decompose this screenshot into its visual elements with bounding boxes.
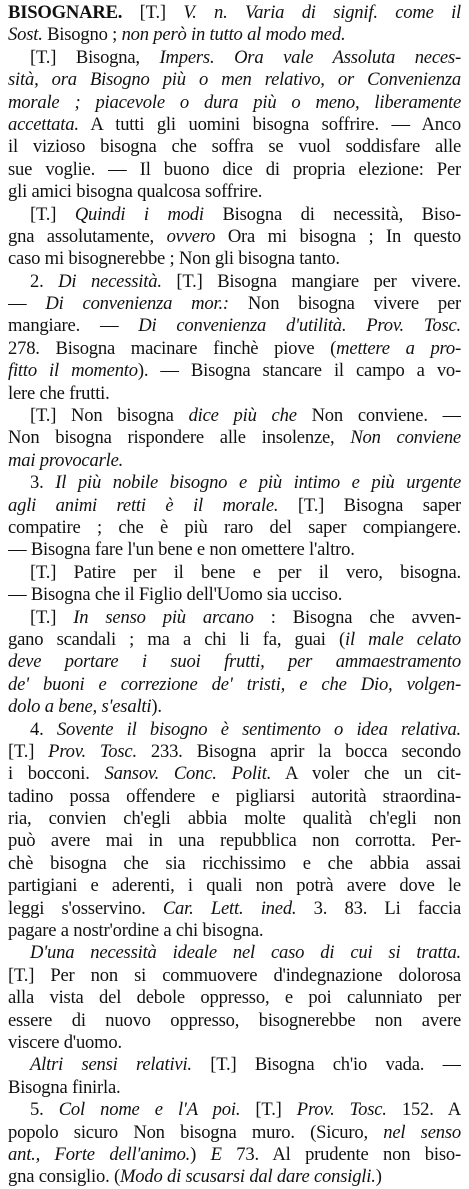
text-line — [8, 898, 461, 920]
text-run: ant., Forte dell'animo. — [8, 1143, 191, 1165]
text-run: In senso più arcano — [73, 606, 254, 628]
text-run: chè bisogna che sia ricchissimo e che abbia assai — [8, 852, 461, 874]
text-run: morale ; piacevole o dura più o meno, liberamente — [8, 91, 461, 113]
text-run: ) — [375, 1166, 382, 1188]
text-run: : Bisogna che avven- — [253, 606, 461, 628]
text-line — [8, 114, 461, 136]
text-run: [T.] Bisogna ch'io vada. — — [191, 1054, 461, 1076]
text-line — [8, 942, 461, 964]
text-run: Non conviene. — — [296, 405, 461, 427]
text-run: D'una necessità ideale nel caso di cui si tratta. — [30, 942, 461, 964]
text-line — [8, 136, 461, 158]
text-run: [T.] Per non si commuovere d'indegnazione dolorosa — [8, 964, 461, 986]
text-run: nel senso — [383, 1121, 461, 1143]
text-run: non però in tutto al modo med. — [121, 24, 346, 46]
text-run: Non conviene — [350, 427, 461, 449]
text-line — [8, 2, 461, 24]
text-line — [8, 607, 461, 629]
text-run: 3. — [30, 472, 56, 494]
text-run: essere di nuovo oppresso, bisognerebbe non avere — [8, 1009, 461, 1031]
text-run: alla vista del debole oppresso, e poi calunniato per — [8, 987, 461, 1009]
text-line — [8, 383, 461, 405]
text-line — [8, 338, 461, 360]
text-run: Bisogna di necessità, Biso- — [203, 203, 461, 225]
text-line — [8, 360, 461, 382]
text-run: [T.] — [240, 1099, 297, 1121]
text-run: agli animi retti è il morale. — [8, 494, 279, 516]
text-run: Prov. Tosc. — [296, 1099, 387, 1121]
text-run: [T.] Bisogna mangiare per vivere. — [161, 270, 461, 292]
text-run: gli amici bisogna qualcosa soffrire. — [8, 181, 263, 203]
text-run: Non bisogna rispondere alle insolenze, — [8, 427, 351, 449]
text-run: lere che frutti. — [8, 382, 110, 404]
text-run: tadino possa offendere e pigliarsi autorità straordina- — [8, 785, 461, 807]
text-run: [T.] Bisogna, — [30, 46, 160, 68]
text-line — [8, 1144, 461, 1166]
text-run: compatire ; che è più raro del saper compiangere. — [8, 516, 461, 538]
text-run: Bisogna finirla. — [8, 1076, 121, 1098]
text-run: Impers. Ora vale Assoluta neces- — [159, 46, 461, 68]
text-run: 2. — [30, 270, 59, 292]
text-run: [T.] Bisogna saper — [278, 494, 461, 516]
text-line — [8, 248, 461, 270]
text-run: Di convenienza d'utilità. Prov. Tosc. — [138, 315, 461, 337]
text-line — [8, 741, 461, 763]
text-run: [T.] — [122, 2, 184, 23]
text-run: 278. Bisogna macinare finchè piove ( — [8, 337, 337, 359]
text-line — [8, 786, 461, 808]
text-line — [8, 69, 461, 91]
text-run: gano scandali ; ma a chi li fa, guai ( — [8, 628, 345, 650]
text-line — [8, 271, 461, 293]
text-line — [8, 696, 461, 718]
text-run: ) — [190, 1143, 211, 1165]
text-run: Ora mi bisogna ; In questo — [215, 225, 461, 247]
text-run: — Bisogna che il Figlio dell'Uomo sia ucciso. — [8, 584, 343, 606]
text-run: 5. — [30, 1099, 59, 1121]
text-run: leggi s'osservino. — [8, 897, 163, 919]
text-run: può avere mai in una repubblica non corrotta. Per- — [8, 830, 461, 852]
text-line — [8, 562, 461, 584]
text-run: Col nome e l'A poi. — [58, 1099, 241, 1121]
text-line — [8, 763, 461, 785]
text-run: popolo sicuro Non bisogna muro. (Sicuro, — [8, 1121, 384, 1143]
text-line — [8, 204, 461, 226]
text-run: ). — Bisogna stancare il campo a vo- — [137, 360, 461, 382]
text-line — [8, 987, 461, 1009]
text-line — [8, 651, 461, 673]
text-line — [8, 1166, 461, 1188]
text-run: il vizioso bisogna che soffra se vuol soddisfare alle — [8, 136, 461, 158]
text-run: Altri sensi relativi. — [30, 1054, 192, 1076]
text-run: accettata. — [8, 113, 79, 135]
text-line — [8, 584, 461, 606]
text-run: — Bisogna fare l'un bene e non omettere l'altro. — [8, 539, 355, 561]
text-run: Sost. — [8, 24, 43, 46]
text-run: ria, convien ch'egli abbia molte qualità ch'egli non — [8, 808, 461, 830]
text-line — [8, 539, 461, 561]
text-run: caso mi bisognerebbe ; Non gli bisogna tanto. — [8, 248, 340, 270]
text-line — [8, 159, 461, 181]
text-run: Car. Lett. ined. — [162, 897, 297, 919]
text-line — [8, 674, 461, 696]
text-line — [8, 965, 461, 987]
text-run: pagare a nostr'ordine a chi bisogna. — [8, 920, 264, 942]
text-run: de' buoni e correzione de' tristi, e che Dio, volgen- — [8, 673, 461, 695]
text-run: Sansov. Conc. Polit. — [104, 763, 272, 785]
text-line — [8, 405, 461, 427]
text-run: A tutti gli uomini bisogna soffrire. — Anco — [78, 113, 461, 135]
text-line — [8, 427, 461, 449]
text-line — [8, 853, 461, 875]
text-run: dice più che — [188, 405, 297, 427]
text-line — [8, 1010, 461, 1032]
text-line — [8, 315, 461, 337]
text-run: [T.] Patire per il bene e per il vero, bisogna. — [30, 561, 461, 583]
dictionary-entry-bisognare — [8, 2, 461, 1189]
text-line — [8, 875, 461, 897]
text-run: mettere a pro- — [336, 337, 461, 359]
text-line — [8, 1077, 461, 1099]
text-line — [8, 517, 461, 539]
text-run: ). — [151, 696, 162, 718]
text-line — [8, 450, 461, 472]
text-line — [8, 24, 461, 46]
text-line — [8, 629, 461, 651]
text-line — [8, 47, 461, 69]
text-line — [8, 181, 461, 203]
text-line — [8, 92, 461, 114]
text-line — [8, 472, 461, 494]
text-run: mai provocarle. — [8, 449, 124, 471]
text-run: Modo di scusarsi dal dare consigli. — [119, 1166, 376, 1188]
text-line — [8, 1099, 461, 1121]
text-run: i bocconi. — [8, 763, 105, 785]
text-run: Sovente il bisogno è sentimento o idea relativa. — [56, 718, 461, 740]
text-run: 233. Bisogna aprir la bocca secondo — [136, 740, 461, 762]
text-run: ovvero — [166, 225, 216, 247]
text-run: Di necessità. — [58, 270, 162, 292]
text-run: dolo a bene, s'esalti — [8, 696, 152, 718]
text-run: — — [8, 293, 46, 315]
text-run: deve portare i suoi frutti, per ammaestramento — [8, 651, 461, 673]
text-run: 73. Al prudente non biso- — [221, 1143, 461, 1165]
text-line — [8, 495, 461, 517]
text-line — [8, 830, 461, 852]
text-run: [T.] — [8, 740, 49, 762]
text-run: partigiani e aderenti, i quali non potrà avere dove le — [8, 875, 461, 897]
text-line — [8, 719, 461, 741]
text-run: sue voglie. — Il buono dice di propria elezione: Per — [8, 158, 461, 180]
text-run: fitto il momento — [8, 360, 138, 382]
text-run: [T.] — [30, 606, 74, 628]
text-run: Di convenienza mor.: — [45, 293, 229, 315]
text-run: A voler che un cit- — [271, 763, 461, 785]
text-run: [T.] Non bisogna — [30, 405, 189, 427]
text-run: viscere d'uomo. — [8, 1031, 122, 1053]
text-run: gna assolutamente, — [8, 225, 167, 247]
text-run: 4. — [30, 718, 57, 740]
text-line — [8, 1032, 461, 1054]
text-line — [8, 920, 461, 942]
text-run: 3. 83. Li faccia — [296, 897, 461, 919]
text-run: BISOGNARE. — [8, 2, 123, 23]
text-run: sità, ora Bisogno più o men relativo, or Convenienza — [8, 69, 461, 91]
text-line — [8, 808, 461, 830]
text-run: E — [210, 1143, 222, 1165]
text-run: il male celato — [345, 628, 461, 650]
text-run: Prov. Tosc. — [48, 740, 137, 762]
text-run: Bisogno ; — [42, 24, 122, 46]
text-run: gna consiglio. ( — [8, 1166, 120, 1188]
text-run: 152. A — [386, 1099, 461, 1121]
text-run: Quindi i modi — [74, 203, 204, 225]
text-line — [8, 1054, 461, 1076]
text-run: V. n. Varia di signif. come il — [183, 2, 461, 23]
text-run: [T.] — [30, 203, 75, 225]
text-run: Non bisogna vivere per — [228, 293, 461, 315]
text-line — [8, 293, 461, 315]
text-run: mangiare. — — [8, 315, 139, 337]
text-run: Il più nobile bisogno e più intimo e più urgente — [55, 472, 461, 494]
text-line — [8, 226, 461, 248]
